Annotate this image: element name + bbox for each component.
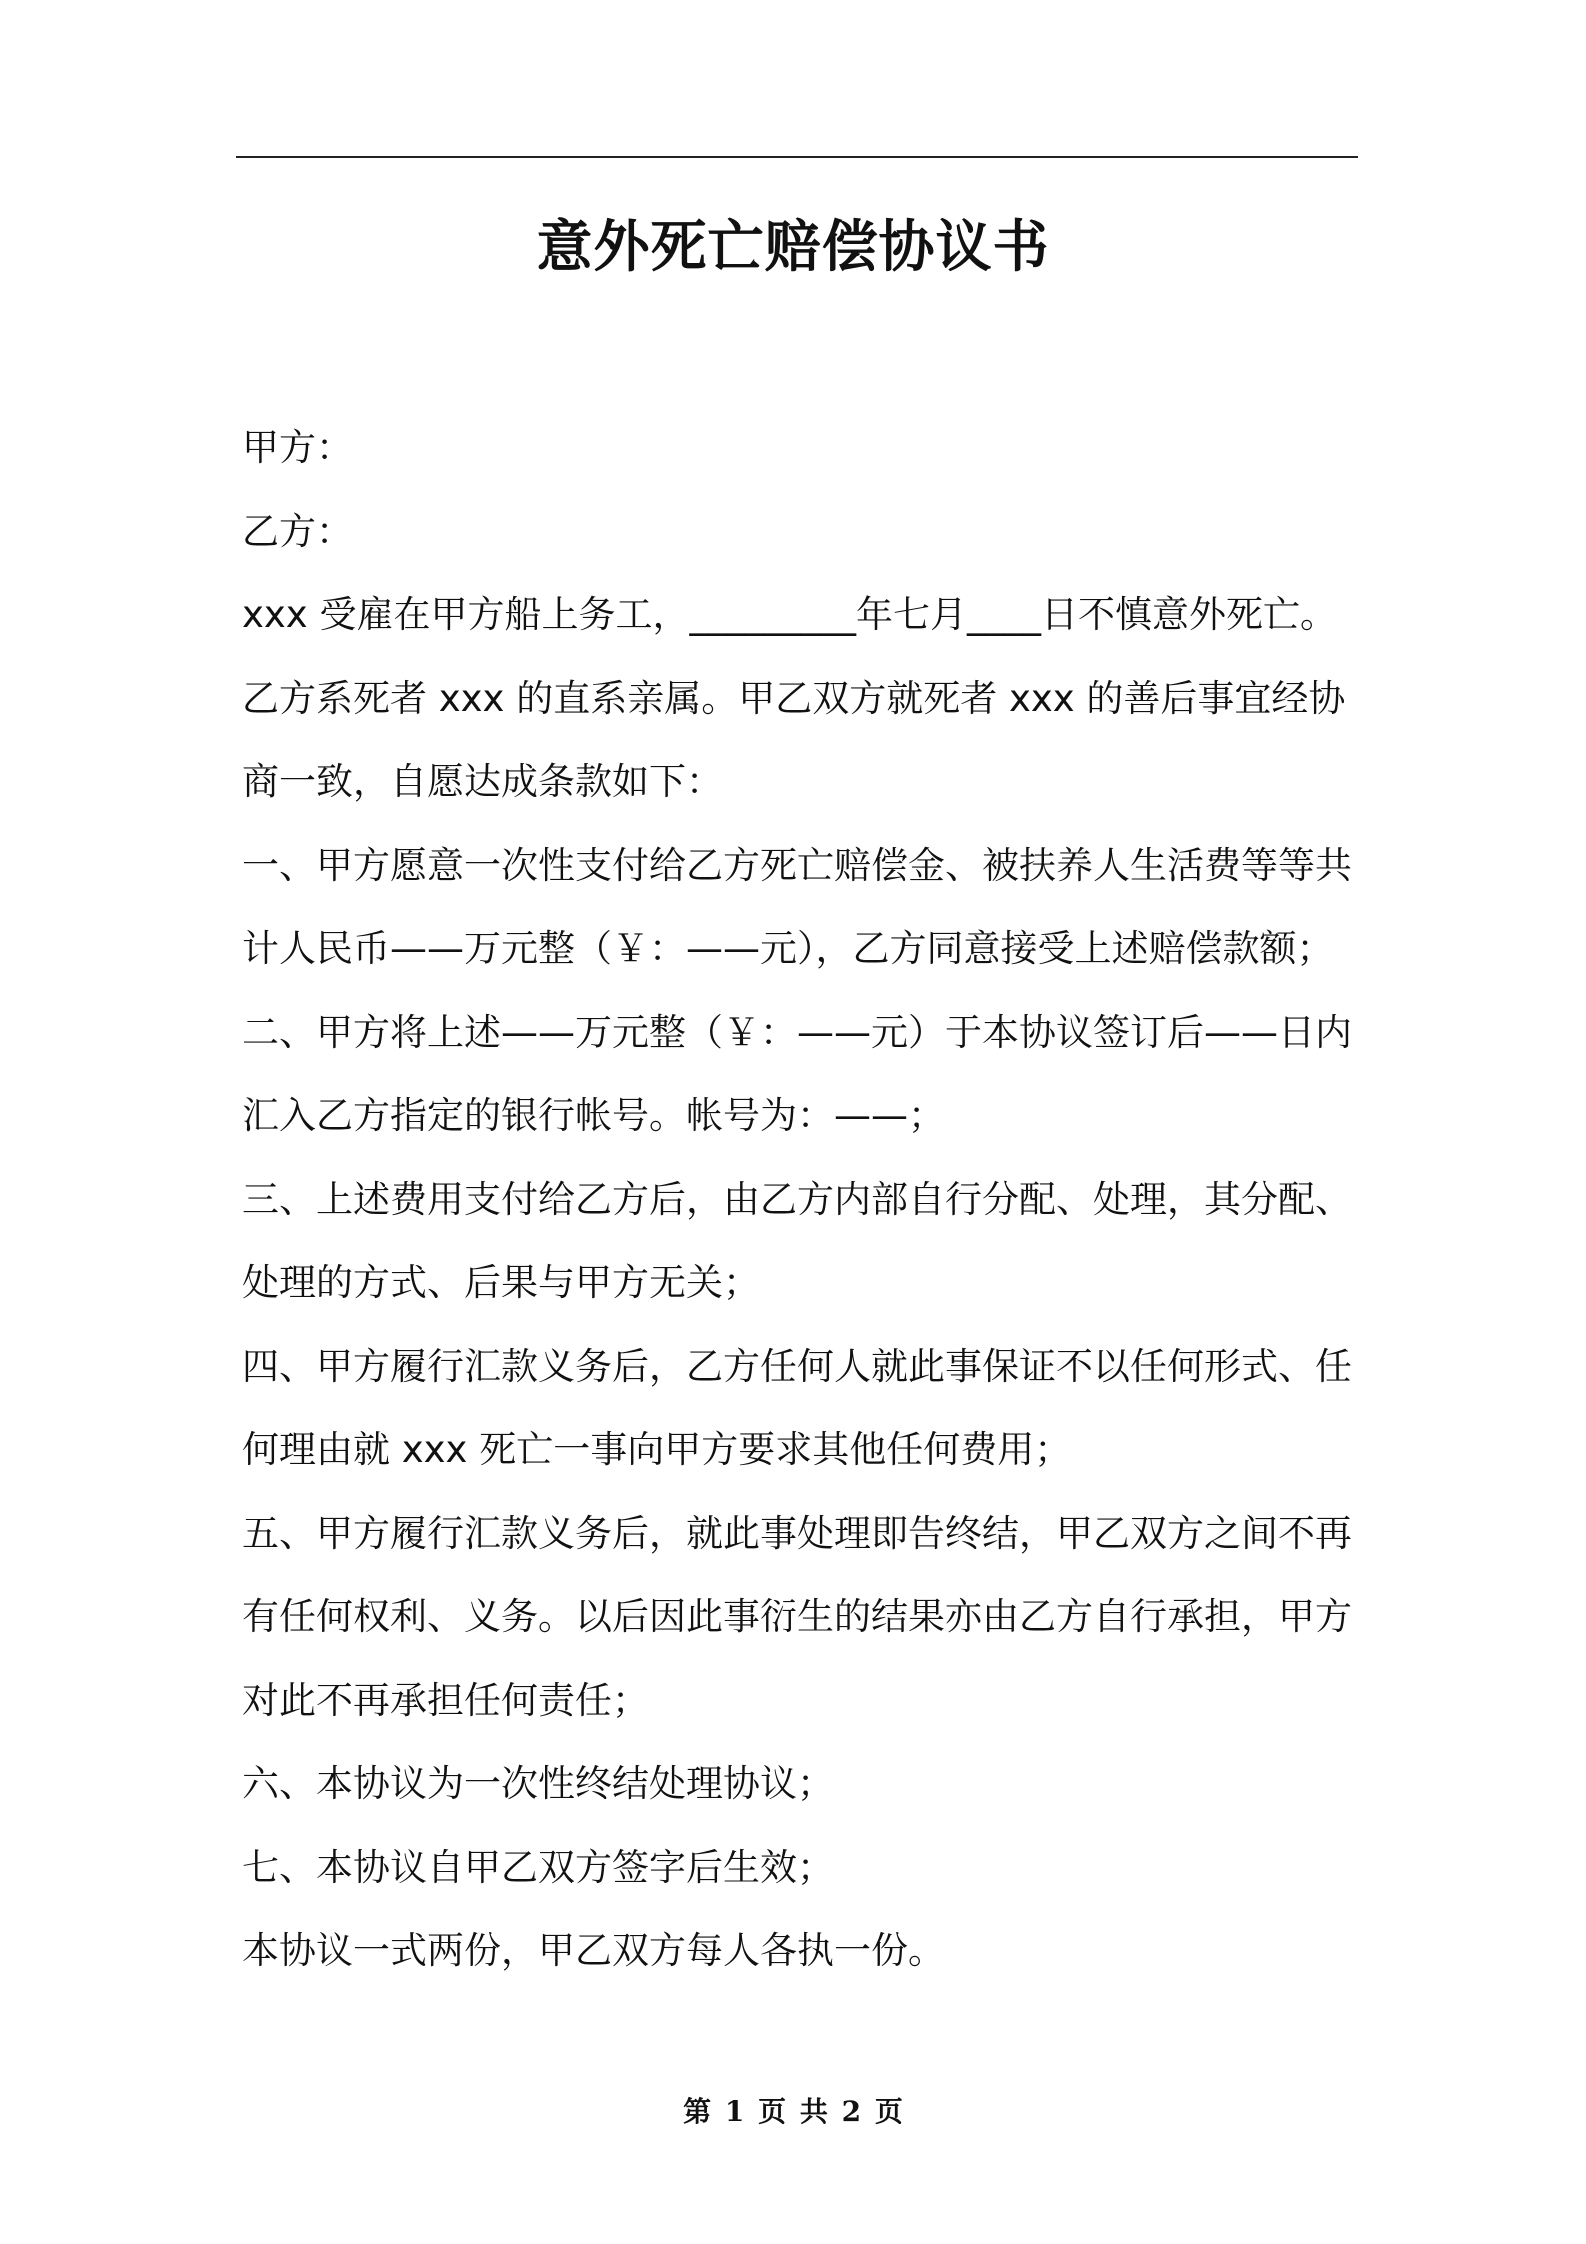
header-divider: [236, 156, 1358, 158]
closing-paragraph: 本协议一式两份，甲乙双方每人各执一份。: [242, 1929, 945, 1972]
clause-1: 一、甲方愿意一次性支付给乙方死亡赔偿金、被扶养人生活费等等共计人民币——万元整（￥：——元），乙方同意接受上述赔偿款额；: [242, 843, 1352, 970]
party-b-line: 乙方：: [242, 509, 353, 553]
clause-5: 五、甲方履行汇款义务后，就此事处理即告终结，甲乙双方之间不再有任何权利、义务。以后因此事衍生的结果亦由乙方自行承担，甲方对此不再承担任何责任；: [242, 1511, 1352, 1722]
page-number: 第 1 页 共 2 页: [683, 2095, 903, 2128]
clause-4: 四、甲方履行汇款义务后，乙方任何人就此事保证不以任何形式、任何理由就 xxx 死亡一事向甲方要求其他任何费用；: [242, 1344, 1352, 1471]
clause-3: 三、上述费用支付给乙方后，由乙方内部自行分配、处理，其分配、处理的方式、后果与甲方无关；: [242, 1177, 1352, 1304]
document-body: [242, 406, 1358, 1993]
clause-7: 七、本协议自甲乙双方签字后生效；: [242, 1845, 834, 1889]
preamble-paragraph: xxx 受雇在甲方船上务工，_________年七月____日不慎意外死亡。乙方系死者 xxx 的直系亲属。甲乙双方就死者 xxx 的善后事宜经协商一致，自愿达成条款如下：: [242, 593, 1346, 803]
party-a-line: 甲方：: [242, 426, 353, 469]
document-title: 意外死亡赔偿协议书: [536, 215, 1050, 280]
clause-2: 二、甲方将上述——万元整（￥：——元）于本协议签订后——日内汇入乙方指定的银行帐号。帐号为：——；: [242, 1010, 1352, 1137]
clause-6: 六、本协议为一次性终结处理协议；: [242, 1762, 834, 1805]
